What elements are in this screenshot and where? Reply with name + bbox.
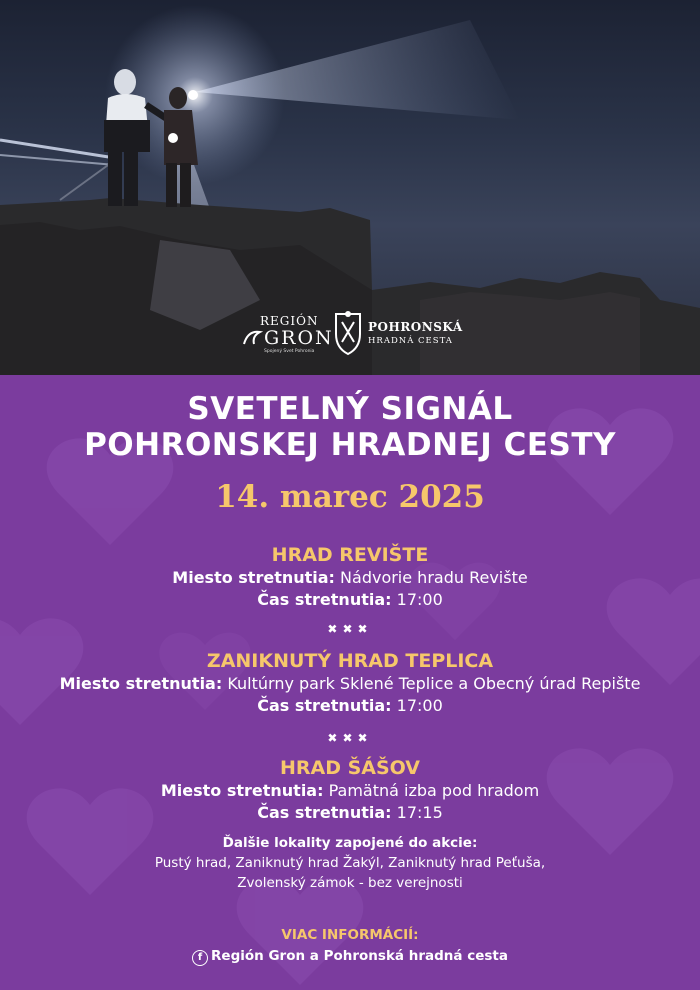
region-gron-line1: REGIÓN [260, 314, 319, 328]
location-name: ZANIKNUTÝ HRAD TEPLICA [206, 650, 494, 672]
meeting-time-label: Čas stretnutia: [257, 590, 392, 609]
separator-crosses: ✖✖✖ [327, 622, 373, 636]
region-gron-logo [242, 310, 334, 356]
more-info [0, 925, 700, 967]
location-revište [0, 543, 700, 611]
facebook-link-text: Región Gron a Pohronská hradná cesta [211, 948, 508, 964]
meeting-time [0, 589, 700, 611]
meeting-place [0, 567, 700, 589]
event-date: 14. marec 2025 [215, 479, 485, 515]
location-name: HRAD REVIŠTE [271, 544, 429, 566]
more-info-heading: VIAC INFORMÁCIÍ: [281, 927, 419, 943]
pohronska-line1: POHRONSKÁ [368, 320, 463, 334]
meeting-time-value: 17:00 [391, 590, 443, 609]
location-teplica [0, 649, 700, 717]
meeting-place [0, 780, 700, 802]
pohronska-line2: HRADNÁ CESTA [368, 336, 453, 346]
other-locations-heading: Ďalšie lokality zapojené do akcie: [222, 835, 478, 851]
separator-crosses: ✖✖✖ [327, 731, 373, 745]
meeting-place-label: Miesto stretnutia: [160, 781, 324, 800]
meeting-time-value: 17:15 [391, 803, 443, 822]
meeting-time [0, 802, 700, 824]
swirl-icon [242, 326, 264, 348]
meeting-place [0, 673, 700, 695]
pohronska-hradna-cesta-logo [332, 308, 472, 358]
other-locations [0, 833, 700, 893]
meeting-place-value: Nádvorie hradu Revište [334, 568, 528, 587]
meeting-place-label: Miesto stretnutia: [172, 568, 335, 587]
meeting-time [0, 695, 700, 717]
region-gron-tagline: Spojený Svet Pohronia [264, 349, 315, 354]
other-locations-line2: Zvolenský zámok - bez verejnosti [237, 875, 463, 891]
meeting-time-label: Čas stretnutia: [257, 803, 392, 822]
location-sasov [0, 756, 700, 824]
meeting-place-value: Pamätná izba pod hradom [323, 781, 540, 800]
meeting-place-label: Miesto stretnutia: [59, 674, 223, 693]
meeting-place-value: Kultúrny park Sklené Teplice a Obecný úrad Repište [222, 674, 641, 693]
header-photo [0, 0, 700, 375]
partner-logos [0, 308, 700, 358]
location-name: HRAD ŠÁŠOV [279, 757, 421, 779]
meeting-time-value: 17:00 [391, 696, 443, 715]
title-line2: POHRONSKEJ HRADNEJ CESTY [84, 427, 616, 463]
meeting-time-label: Čas stretnutia: [257, 696, 392, 715]
region-gron-line2: GRON [264, 327, 334, 349]
castle-emblem-icon [332, 308, 364, 358]
facebook-icon: f [192, 950, 208, 966]
facebook-link[interactable] [0, 945, 700, 967]
other-locations-line1: Pustý hrad, Zaniknutý hrad Žakýl, Zaniknutý hrad Peťuša, [154, 855, 546, 871]
title-line1: SVETELNÝ SIGNÁL [187, 391, 513, 427]
